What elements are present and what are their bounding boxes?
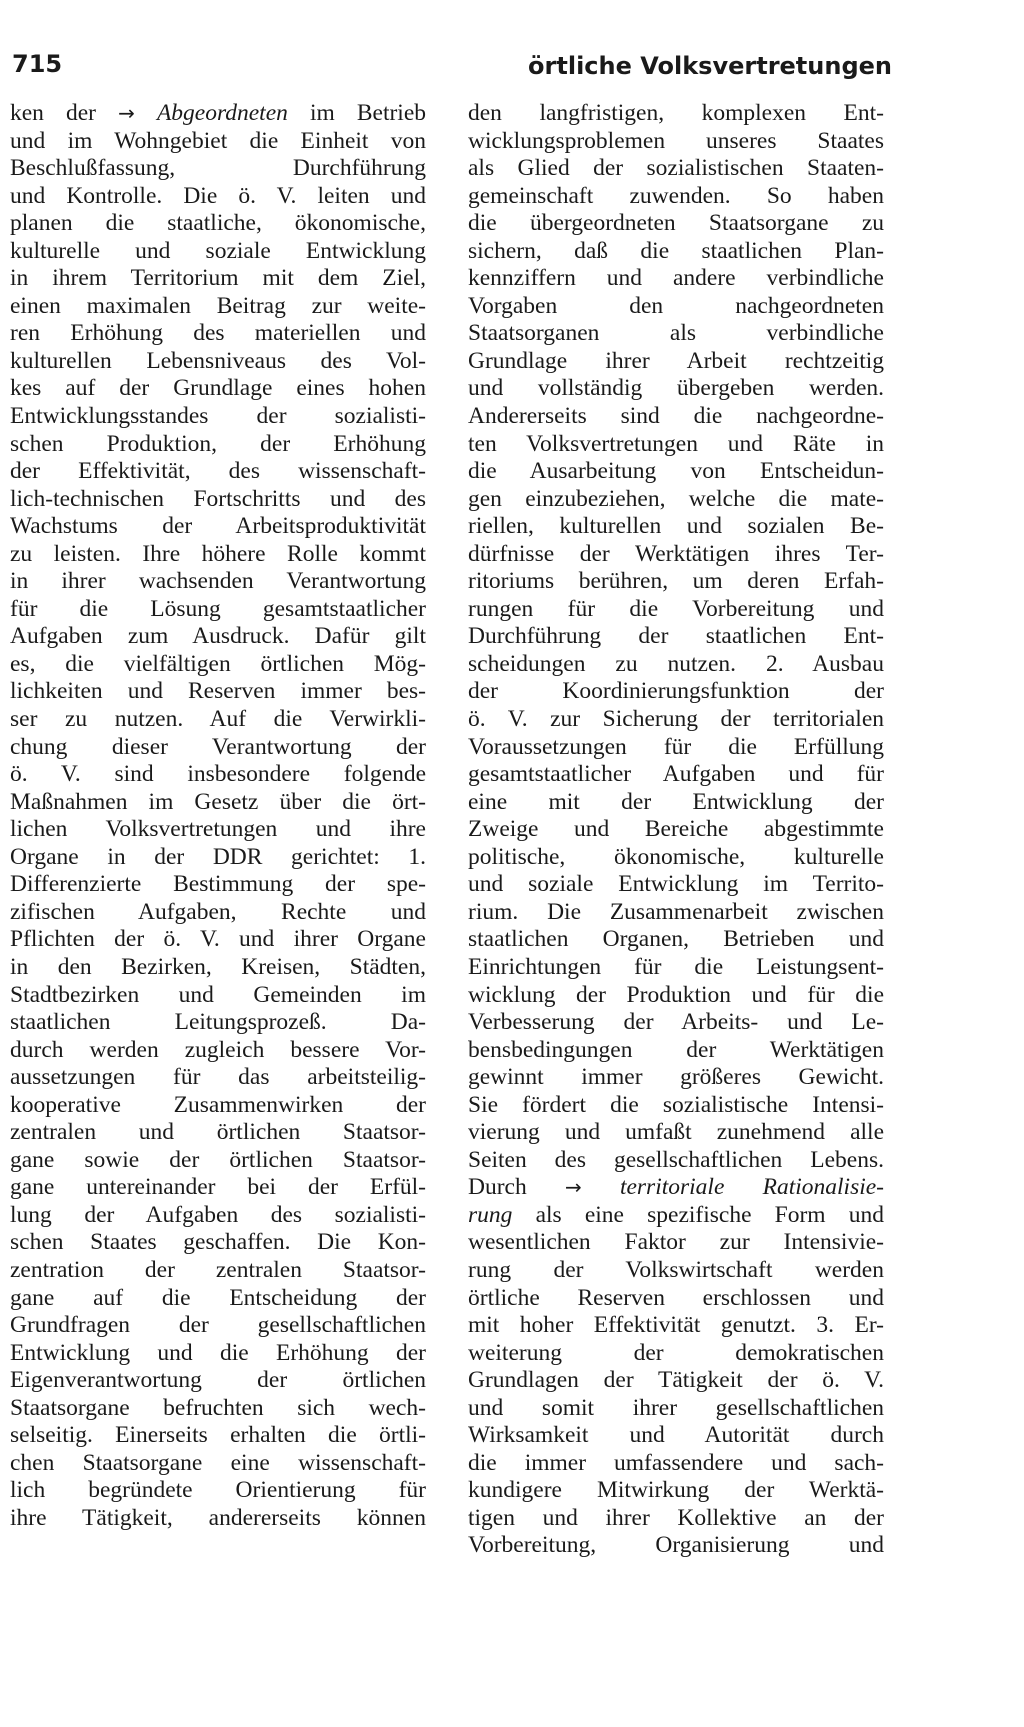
cross-reference-term: rung	[468, 1201, 513, 1228]
text-line: Staatsorganen als verbindliche	[468, 320, 884, 347]
text-line: aussetzungen für das arbeitsteilig-	[10, 1064, 426, 1091]
text-line: Zweige und Bereiche abgestimmte	[468, 816, 884, 843]
text-line: gesamtstaatlicher Aufgaben und für	[468, 761, 884, 788]
text-line: Staatsorgane befruchten sich wech-	[10, 1394, 426, 1421]
text-line: die übergeordneten Staatsorgane zu	[468, 210, 884, 237]
text-line: zifischen Aufgaben, Rechte und	[10, 898, 426, 925]
text-line: örtliche Reserven erschlossen und	[468, 1284, 884, 1311]
text-line: staatlichen Organen, Betrieben und	[468, 926, 884, 953]
cross-reference-arrow-icon: →	[118, 101, 135, 125]
text-line: als Glied der sozialistischen Staaten-	[468, 155, 884, 182]
text-line: mit hoher Effektivität genutzt. 3. Er-	[468, 1312, 884, 1339]
text-line: Maßnahmen im Gesetz über die ört-	[10, 788, 426, 815]
text-line: rung als eine spezifische Form und	[468, 1201, 884, 1228]
text-line: rungen für die Vorbereitung und	[468, 595, 884, 622]
text-line: Differenzierte Bestimmung der spe-	[10, 871, 426, 898]
text-line: es, die vielfältigen örtlichen Mög-	[10, 650, 426, 677]
text-line: Pflichten der ö. V. und ihrer Organe	[10, 926, 426, 953]
text-line: gen einzubeziehen, welche die mate-	[468, 485, 884, 512]
text-line: Sie fördert die sozialistische Intensi-	[468, 1091, 884, 1118]
text-line: die Ausarbeitung von Entscheidun-	[468, 458, 884, 485]
cross-reference-term: territoriale Rationalisie-	[619, 1174, 884, 1201]
text-line: Grundlagen der Tätigkeit der ö. V.	[468, 1367, 884, 1394]
text-line: kes auf der Grundlage eines hohen	[10, 375, 426, 402]
text-line: ken der → Abgeordneten im Betrieb	[10, 100, 426, 126]
text-line: selseitig. Einerseits erhalten die örtli-	[10, 1422, 426, 1449]
text-line: in ihrem Territorium mit dem Ziel,	[10, 265, 426, 292]
text-line: tigen und ihrer Kollektive an der	[468, 1504, 884, 1531]
text-line: Verbesserung der Arbeits- und Le-	[468, 1009, 884, 1036]
text-line: kennziffern und andere verbindliche	[468, 265, 884, 292]
text-line: wesentlichen Faktor zur Intensivie-	[468, 1229, 884, 1256]
text-line: vierung und umfaßt zunehmend alle	[468, 1119, 884, 1146]
text-line: wicklung der Produktion und für die	[468, 981, 884, 1008]
text-line: durch werden zugleich bessere Vor-	[10, 1036, 426, 1063]
text-line: kundigere Mitwirkung der Werktä-	[468, 1477, 884, 1504]
text-line: und somit ihrer gesellschaftlichen	[468, 1394, 884, 1421]
text-line: und Kontrolle. Die ö. V. leiten und	[10, 182, 426, 209]
text-line: ö. V. zur Sicherung der territorialen	[468, 706, 884, 733]
text-line: Organe in der DDR gerichtet: 1.	[10, 843, 426, 870]
text-line: sichern, daß die staatlichen Plan-	[468, 237, 884, 264]
text-line: chung dieser Verantwortung der	[10, 733, 426, 760]
text-line: Grundlage ihrer Arbeit rechtzeitig	[468, 347, 884, 374]
text-line: lichkeiten und Reserven immer bes-	[10, 678, 426, 705]
text-line: chen Staatsorgane eine wissenschaft-	[10, 1449, 426, 1476]
page-number: 715	[12, 50, 63, 78]
text-line: Grundfragen der gesellschaftlichen	[10, 1312, 426, 1339]
text-line: kooperative Zusammenwirken der	[10, 1091, 426, 1118]
text-line: die immer umfassendere und sach-	[468, 1449, 884, 1476]
text-line: lung der Aufgaben des sozialisti-	[10, 1201, 426, 1228]
text-line: gane untereinander bei der Erfül-	[10, 1174, 426, 1201]
text-line: schen Produktion, der Erhöhung	[10, 430, 426, 457]
text-line: Eigenverantwortung der örtlichen	[10, 1367, 426, 1394]
text-line: zu leisten. Ihre höhere Rolle kommt	[10, 540, 426, 567]
text-line: wicklungsproblemen unseres Staates	[468, 127, 884, 154]
running-head: örtliche Volksvertretungen	[528, 52, 892, 80]
text-line: gewinnt immer größeres Gewicht.	[468, 1064, 884, 1091]
text-line: den langfristigen, komplexen Ent-	[468, 100, 884, 126]
text-line: Durchführung der staatlichen Ent-	[468, 623, 884, 650]
text-line: planen die staatliche, ökonomische,	[10, 210, 426, 237]
text-line: rung der Volkswirtschaft werden	[468, 1256, 884, 1283]
text-line: Entwicklungsstandes der sozialisti-	[10, 403, 426, 430]
text-line: Wachstums der Arbeitsproduktivität	[10, 513, 426, 540]
cross-reference-arrow-icon: →	[564, 1175, 582, 1200]
text-line: ten Volksvertretungen und Räte in	[468, 430, 884, 457]
text-line: staatlichen Leitungsprozeß. Da-	[10, 1009, 426, 1036]
text-line: lich-technischen Fortschritts und des	[10, 485, 426, 512]
text-line: ser zu nutzen. Auf die Verwirkli-	[10, 706, 426, 733]
text-line: scheidungen zu nutzen. 2. Ausbau	[468, 650, 884, 677]
text-line: Seiten des gesellschaftlichen Lebens.	[468, 1146, 884, 1173]
text-line: gemeinschaft zuwenden. So haben	[468, 182, 884, 209]
text-line: weiterung der demokratischen	[468, 1339, 884, 1366]
text-line: ihre Tätigkeit, andererseits können	[10, 1504, 426, 1531]
text-line: schen Staates geschaffen. Die Kon-	[10, 1229, 426, 1256]
text-line: und im Wohngebiet die Einheit von	[10, 127, 426, 154]
text-line: und soziale Entwicklung im Territo-	[468, 871, 884, 898]
left-column	[10, 100, 426, 1532]
text-line: und vollständig übergeben werden.	[468, 375, 884, 402]
right-column	[468, 100, 884, 1560]
text-line: lich begründete Orientierung für	[10, 1477, 426, 1504]
text-line: für die Lösung gesamtstaatlicher	[10, 595, 426, 622]
text-line: lichen Volksvertretungen und ihre	[10, 816, 426, 843]
text-line: der Koordinierungsfunktion der	[468, 678, 884, 705]
text-line: in den Bezirken, Kreisen, Städten,	[10, 953, 426, 980]
text-line: politische, ökonomische, kulturelle	[468, 843, 884, 870]
text-line: der Effektivität, des wissenschaft-	[10, 458, 426, 485]
text-line: Einrichtungen für die Leistungsent-	[468, 953, 884, 980]
cross-reference-term: Abgeordneten	[156, 100, 288, 126]
text-line: Andererseits sind die nachgeordne-	[468, 403, 884, 430]
text-line: Wirksamkeit und Autorität durch	[468, 1422, 884, 1449]
text-line: kulturelle und soziale Entwicklung	[10, 237, 426, 264]
text-line: Beschlußfassung, Durchführung	[10, 155, 426, 182]
text-line: ren Erhöhung des materiellen und	[10, 320, 426, 347]
text-line: zentralen und örtlichen Staatsor-	[10, 1119, 426, 1146]
text-line: kulturellen Lebensniveaus des Vol-	[10, 347, 426, 374]
text-line: zentration der zentralen Staatsor-	[10, 1256, 426, 1283]
text-line: in ihrer wachsenden Verantwortung	[10, 568, 426, 595]
text-line: gane auf die Entscheidung der	[10, 1284, 426, 1311]
text-line: dürfnisse der Werktätigen ihres Ter-	[468, 540, 884, 567]
text-line: Vorbereitung, Organisierung und	[468, 1532, 884, 1559]
text-line: bensbedingungen der Werktätigen	[468, 1036, 884, 1063]
text-line: einen maximalen Beitrag zur weite-	[10, 292, 426, 319]
text-line: riellen, kulturellen und sozialen Be-	[468, 513, 884, 540]
text-line: Stadtbezirken und Gemeinden im	[10, 981, 426, 1008]
text-line: Entwicklung und die Erhöhung der	[10, 1339, 426, 1366]
text-line: Vorgaben den nachgeordneten	[468, 292, 884, 319]
text-line: Voraussetzungen für die Erfüllung	[468, 733, 884, 760]
text-line: ritoriums berühren, um deren Erfah-	[468, 568, 884, 595]
text-line: gane sowie der örtlichen Staatsor-	[10, 1146, 426, 1173]
text-line: ö. V. sind insbesondere folgende	[10, 761, 426, 788]
text-line: eine mit der Entwicklung der	[468, 788, 884, 815]
text-line: Durch → territoriale Rationalisie-	[468, 1174, 884, 1201]
text-line: rium. Die Zusammenarbeit zwischen	[468, 898, 884, 925]
text-line: Aufgaben zum Ausdruck. Dafür gilt	[10, 623, 426, 650]
